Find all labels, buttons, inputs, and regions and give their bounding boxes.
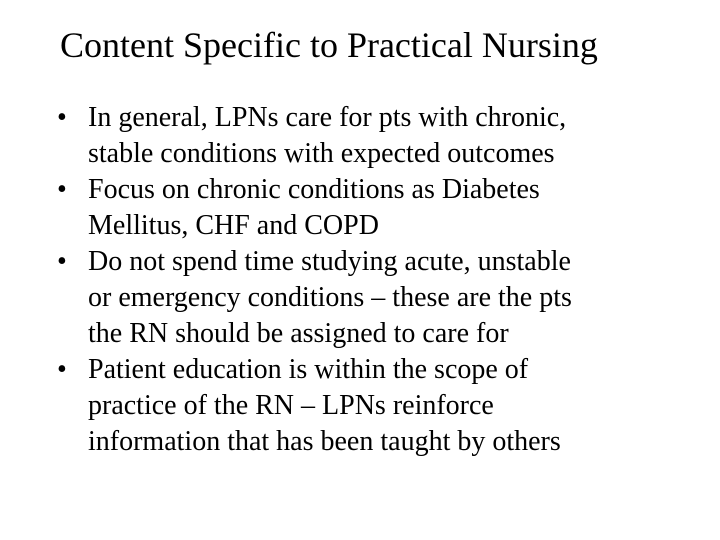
bullet-icon: •	[57, 246, 67, 277]
bullet-icon: •	[57, 354, 67, 385]
bullet-text-line: stable conditions with expected outcomes	[88, 138, 555, 169]
bullet-item	[57, 352, 687, 460]
bullet-text-line: Do not spend time studying acute, unstable	[88, 246, 571, 277]
bullet-text-line: Focus on chronic conditions as Diabetes	[88, 174, 540, 205]
bullet-item	[57, 244, 687, 352]
bullet-text-line: the RN should be assigned to care for	[88, 318, 509, 349]
bullet-text-line: practice of the RN – LPNs reinforce	[88, 390, 494, 421]
bullet-icon: •	[57, 102, 67, 133]
bullet-text-line: Patient education is within the scope of	[88, 354, 529, 385]
bullet-item	[57, 172, 687, 244]
bullet-item	[57, 100, 687, 172]
bullet-text-line: information that has been taught by others	[88, 426, 561, 457]
bullet-text-line: Mellitus, CHF and COPD	[88, 210, 379, 241]
bullet-list	[57, 100, 687, 460]
slide-title: Content Specific to Practical Nursing	[60, 25, 598, 65]
bullet-icon: •	[57, 174, 67, 205]
bullet-text-line: In general, LPNs care for pts with chronic,	[88, 102, 567, 133]
bullet-text-line: or emergency conditions – these are the pts	[88, 282, 572, 313]
